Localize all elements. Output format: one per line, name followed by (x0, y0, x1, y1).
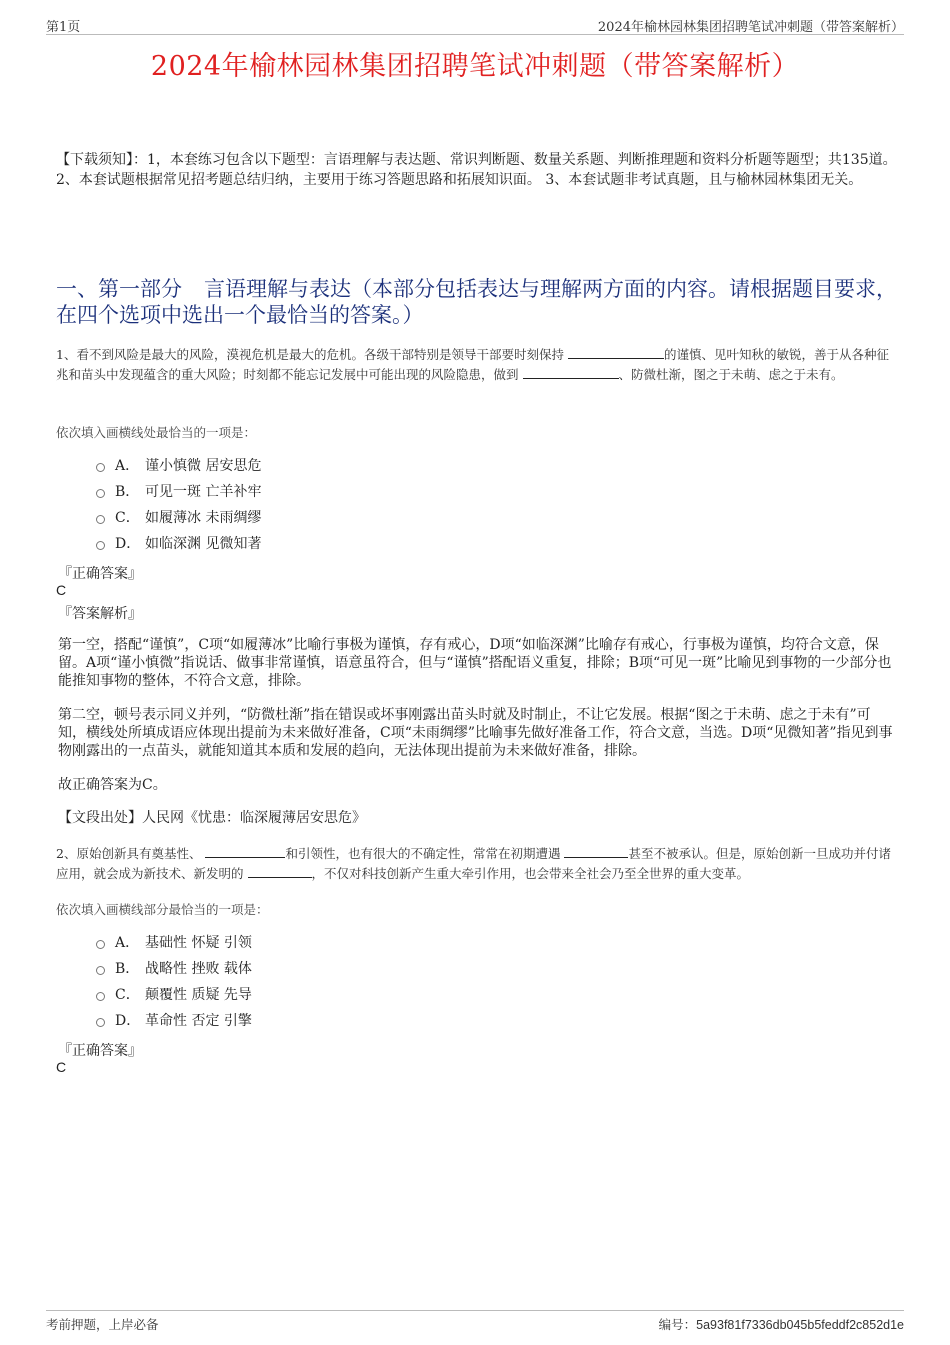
q1-blank-1 (568, 346, 664, 359)
q1-conclusion: 故正确答案为C。 (58, 777, 167, 793)
q2-option-a[interactable] (96, 929, 252, 955)
option-letter: B． (115, 961, 140, 977)
q2-blank-3 (248, 865, 312, 878)
option-text: 革命性 否定 引擎 (145, 1013, 252, 1029)
question-2-options (96, 929, 252, 1033)
q2-answer-value: C (56, 1059, 67, 1075)
q2-blank-2 (564, 845, 628, 858)
option-text: 可见一斑 亡羊补牢 (145, 484, 262, 500)
q1-answer-value: C (56, 582, 67, 598)
q2-seg1: 2、原始创新具有奠基性、 (56, 846, 202, 861)
option-letter: D． (115, 1013, 141, 1029)
question-2-prompt: 依次填入画横线部分最恰当的一项是： (56, 902, 269, 917)
q1-option-b[interactable] (96, 478, 261, 504)
option-letter: A． (115, 935, 140, 951)
q2-answer-label: 『正确答案』 (58, 1043, 142, 1059)
question-1-text (56, 345, 896, 385)
option-letter: A． (115, 458, 140, 474)
header-doc-title: 2024年榆林园林集团招聘笔试冲刺题（带答案解析） (597, 20, 904, 35)
option-letter: D． (115, 536, 141, 552)
question-2-text (56, 844, 896, 884)
radio-icon[interactable] (96, 463, 105, 472)
option-letter: C． (115, 987, 140, 1003)
footer-slogan: 考前押题，上岸必备 (46, 1317, 159, 1332)
radio-icon[interactable] (96, 966, 105, 975)
radio-icon[interactable] (96, 541, 105, 550)
option-text: 战略性 挫败 载体 (145, 961, 252, 977)
q2-blank-1 (205, 845, 285, 858)
page-footer (46, 1310, 904, 1335)
radio-icon[interactable] (96, 992, 105, 1001)
q2-seg2: 和引领性，也有很大的不确定性，常常在初期遭遇 (285, 846, 561, 861)
option-text: 如履薄冰 未雨绸缪 (145, 510, 262, 526)
q2-option-c[interactable] (96, 981, 252, 1007)
q1-analysis-paragraph-2: 第二空，顿号表示同义并列，“防微杜渐”指在错误或坏事刚露出苗头时就及时制止，不让它发展。根据“图之于未萌、虑之于未有”可知，横线处所填成语应体现出提前为未来做好准备，C项“未雨绸缪”比喻事先做好准备工作，符合文意，当选。D项“见微知著”指见到事物刚露出的一点苗头，就能知道其本质和发展的趋向，无法体现出提前为未来做好准备，排除。 (58, 707, 893, 759)
section-part: 一、第一部分 (56, 277, 182, 301)
q1-seg3: 、防微杜渐，图之于未萌、虑之于未有。 (618, 367, 844, 382)
footer-code-label: 编号： (658, 1317, 697, 1332)
footer-code-value: 5a93f81f7336db045b5feddf2c852d1e (696, 1318, 904, 1332)
section-heading (56, 276, 898, 328)
q1-option-d[interactable] (96, 530, 261, 556)
footer-code (659, 1315, 904, 1333)
q1-seg1: 1、看不到风险是最大的风险，漠视危机是最大的危机。各级干部特别是领导干部要时刻保持 (56, 347, 564, 362)
q1-option-a[interactable] (96, 452, 261, 478)
page-header (46, 14, 904, 35)
q1-source: 【文段出处】人民网《忧患：临深履薄居安思危》 (58, 810, 366, 826)
q2-option-d[interactable] (96, 1007, 252, 1033)
q1-answer-label: 『正确答案』 (58, 566, 142, 582)
question-1-prompt: 依次填入画横线处最恰当的一项是： (56, 425, 257, 440)
option-text: 如临深渊 见微知著 (145, 536, 262, 552)
section-description: 言语理解与表达（本部分包括表达与理解两方面的内容。请根据题目要求，在四个选项中选出一个最恰当的答案。） (56, 277, 897, 327)
q1-seg2: 的谨慎、见叶知秋的敏锐，善于从各种征兆和苗头中发现蕴含的重大风险；时刻都不能忘记发展中可能出现的风险隐患，做到 (56, 347, 889, 382)
page-number: 第1页 (46, 20, 81, 35)
q1-analysis-label: 『答案解析』 (58, 606, 142, 622)
q1-option-c[interactable] (96, 504, 261, 530)
option-letter: C． (115, 510, 140, 526)
q2-seg3: 甚至不被承认。但是，原始创新一旦成功并付诸应用，就会成为新技术、新发明的 (56, 846, 891, 881)
document-title: 2024年榆林园林集团招聘笔试冲刺题（带答案解析） (150, 51, 800, 82)
radio-icon[interactable] (96, 1018, 105, 1027)
radio-icon[interactable] (96, 515, 105, 524)
option-text: 谨小慎微 居安思危 (145, 458, 262, 474)
q2-option-b[interactable] (96, 955, 252, 981)
download-notice: 【下载须知】：1，本套练习包含以下题型：言语理解与表达题、常识判断题、数量关系题、判断推理题和资料分析题等题型；共135道。 2、本套试题根据常见招考题总结归纳，主要用于练习答题思路和拓展知识面。 3、本套试题非考试真题，且与榆林园林集团无关。 (56, 152, 897, 188)
option-letter: B． (115, 484, 140, 500)
q1-analysis-paragraph-1: 第一空，搭配“谨慎”，C项“如履薄冰”比喻行事极为谨慎，存有戒心，D项“如临深渊”比喻存有戒心，行事极为谨慎，均符合文意，保留。A项“谨小慎微”指说话、做事非常谨慎，语意虽符合，但与“谨慎”搭配语义重复，排除；B项“可见一斑”比喻见到事物的一少部分也能推知事物的整体，不符合文意，排除。 (58, 637, 892, 689)
question-1-options (96, 452, 261, 556)
radio-icon[interactable] (96, 940, 105, 949)
q2-seg4: ，不仅对科技创新产生重大牵引作用，也会带来全社会乃至全世界的重大变革。 (311, 866, 750, 881)
q1-blank-2 (523, 366, 619, 379)
radio-icon[interactable] (96, 489, 105, 498)
option-text: 基础性 怀疑 引领 (145, 935, 252, 951)
option-text: 颠覆性 质疑 先导 (145, 987, 252, 1003)
